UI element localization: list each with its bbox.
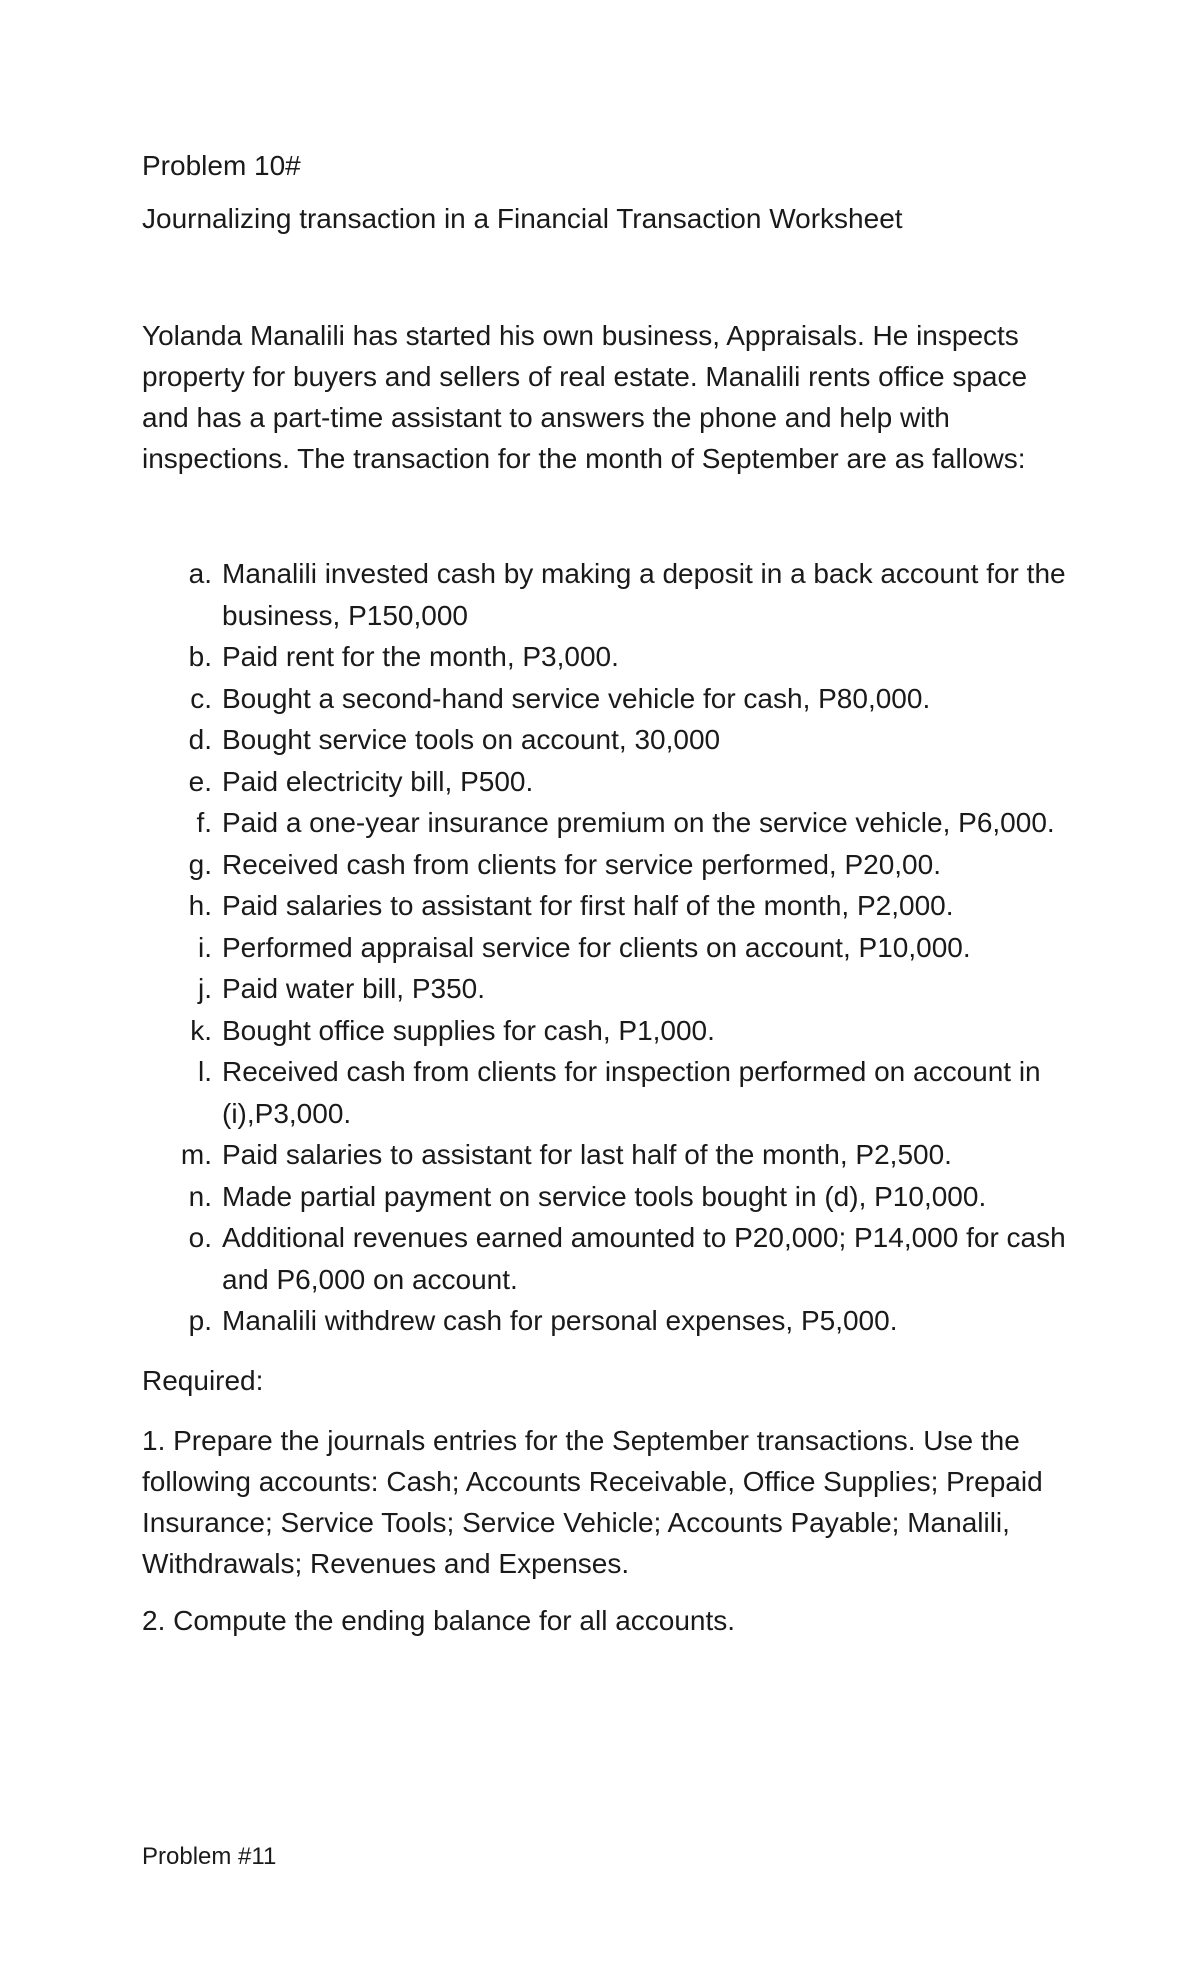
item-label: o. [188,1222,212,1253]
item-text: Bought a second-hand service vehicle for cash, P80,000. [222,682,931,714]
item-label: c. [190,682,212,714]
item-label: h. [188,890,212,921]
list-item [142,678,1082,720]
list-item [142,968,1082,1010]
item-label: p. [188,1305,212,1336]
problem-subtitle: Journalizing transaction in a Financial Transaction Worksheet [142,203,903,234]
requirement-2: 2. Compute the ending balance for all accounts. [142,1605,736,1636]
list-item [142,844,1082,886]
item-text: Paid salaries to assistant for last half of the month, P2,500. [222,1139,952,1170]
item-text: Paid electricity bill, P500. [222,765,534,797]
item-label: g. [188,848,212,880]
transaction-list [142,553,1082,1342]
item-text: Received cash from clients for inspection performed on account in (i),P3,000. [222,1056,1041,1129]
item-text: Bought service tools on account, 30,000 [222,724,721,755]
item-label: b. [188,641,212,672]
list-item [142,885,1082,927]
item-label: e. [188,765,212,797]
list-item [142,553,1082,636]
item-text: Manalili withdrew cash for personal expenses, P5,000. [222,1305,898,1336]
next-problem-title: Problem #11 [142,1843,277,1870]
item-label: m. [180,1139,212,1170]
item-label: j. [198,973,212,1004]
list-item [142,1217,1082,1300]
list-item [142,719,1082,761]
required-heading: Required: [142,1365,264,1396]
item-text: Bought office supplies for cash, P1,000. [222,1014,715,1046]
item-label: i. [198,931,212,963]
list-item [142,1300,1082,1342]
intro-paragraph: Yolanda Manalili has started his own business, Appraisals. He inspects property for buyers and sellers of real estate. Manalili rents office space and has a part-time assistant to answers the phone and help with inspections. The transaction for the month of September are as fallows: [142,320,1028,474]
item-label: f. [196,807,212,838]
requirement-1: 1. Prepare the journals entries for the September transactions. Use the following accounts: Cash; Accounts Receivable, Office Supplies; Prepaid Insurance; Service Tools; Service Vehicle; Accounts Payable; Manalili, Withdrawals; Revenues and Expenses. [142,1425,1043,1579]
item-text: Received cash from clients for service performed, P20,00. [222,848,941,880]
item-label: a. [188,558,212,589]
item-label: l. [198,1056,212,1087]
item-text: Paid water bill, P350. [222,973,486,1004]
item-text: Paid a one-year insurance premium on the service vehicle, P6,000. [222,807,1055,838]
item-label: k. [190,1014,212,1046]
problem-title: Problem 10# [142,150,301,181]
item-label: d. [188,724,212,755]
list-item [142,761,1082,803]
item-text: Paid salaries to assistant for first half of the month, P2,000. [222,890,954,921]
list-item [142,927,1082,969]
list-item [142,1176,1082,1218]
list-item [142,636,1082,678]
item-text: Performed appraisal service for clients on account, P10,000. [222,931,971,963]
item-text: Made partial payment on service tools bought in (d), P10,000. [222,1180,987,1212]
item-label: n. [188,1180,212,1212]
list-item [142,802,1082,844]
list-item [142,1051,1082,1134]
item-text: Paid rent for the month, P3,000. [222,641,619,672]
list-item [142,1134,1082,1176]
item-text: Additional revenues earned amounted to P20,000; P14,000 for cash and P6,000 on account. [222,1222,1066,1295]
item-text: Manalili invested cash by making a deposit in a back account for the business, P150,000 [222,558,1066,631]
list-item [142,1010,1082,1052]
